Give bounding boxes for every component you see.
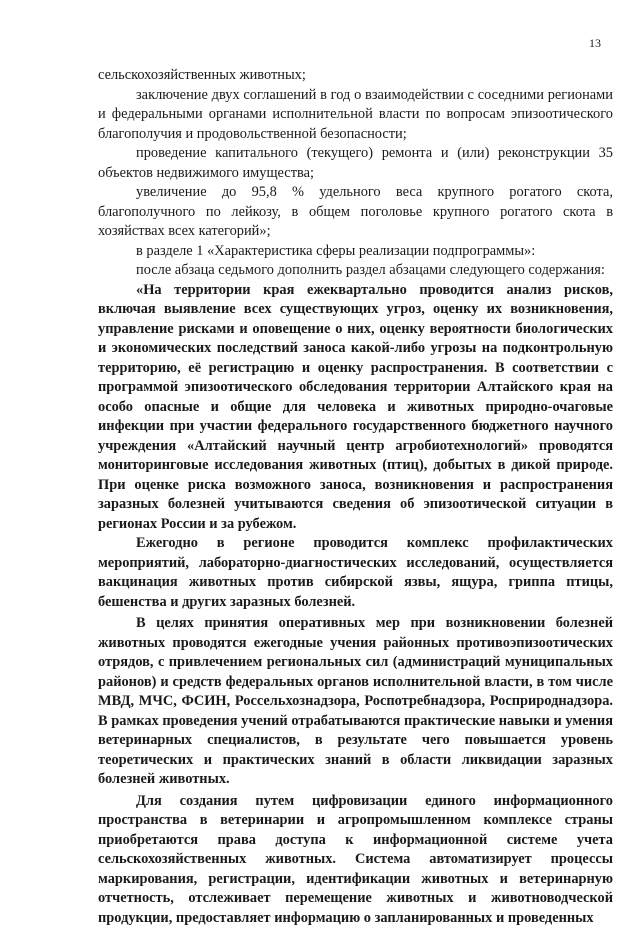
paragraph-7: «На территории края ежеквартально проводится анализ рисков, включая выявление всех существующих угроз, оценку их возникновения, управление рисками и оповещение о них, оценку вероятности биологических и экономических последствий заноса какой-либо угрозы на подконтрольную территорию, её регистрацию и оценку распространения. В соответствии с программой эпизоотического обследования территории Алтайского края на особо опасные и общие для человека и животных природно-очаговые инфекции при участии федерального государственного бюджетного научного учреждения «Алтайский научный центр агробиотехнологий» проводятся мониторинговые исследования животных (птиц), добытых в дикой природе. При оценке риска возможного заноса, возникновения и распространения заразных болезней учитываются сведения об эпизоотической ситуации в регионах России и за рубежом.	[98, 281, 613, 535]
paragraph-6: после абзаца седьмого дополнить раздел абзацами следующего содержания:	[98, 261, 613, 281]
paragraph-10: Для создания путем цифровизации единого информационного пространства в ветеринарии и агропромышленном комплексе страны приобретаются права доступа к информационной системе учета сельскохозяйственных животных. Система автоматизирует процессы маркирования, регистрации, идентификации животных и ветеринарную отчетность, отслеживает перемещение животных и животноводческой продукции, предоставляет информацию о запланированных и проведенных	[98, 792, 613, 928]
paragraph-2: заключение двух соглашений в год о взаимодействии с соседними регионами и федеральными органами исполнительной власти по вопросам эпизоотического благополучия и продовольственной безопасности;	[98, 86, 613, 145]
paragraph-1: сельскохозяйственных животных;	[98, 66, 613, 86]
paragraph-5: в разделе 1 «Характеристика сферы реализации подпрограммы»:	[98, 242, 613, 262]
page-number: 13	[589, 36, 601, 50]
paragraph-4: увеличение до 95,8 % удельного веса крупного рогатого скота, благополучного по лейкозу, в общем поголовье крупного рогатого скота в хозяйствах всех категорий»;	[98, 183, 613, 242]
paragraph-8: Ежегодно в регионе проводится комплекс профилактических мероприятий, лабораторно-диагностических исследований, осуществляется вакцинация животных против сибирской язвы, ящура, гриппа птицы, бешенства и других заразных болезней.	[98, 534, 613, 612]
document-body	[98, 66, 613, 928]
paragraph-3: проведение капитального (текущего) ремонта и (или) реконструкции 35 объектов недвижимого имущества;	[98, 144, 613, 183]
paragraph-9: В целях принятия оперативных мер при возникновении болезней животных проводятся ежегодные учения районных противоэпизоотических отрядов, с привлечением региональных сил (администраций муниципальных районов) и средств федеральных органов исполнительной власти, в том числе МВД, МЧС, ФСИН, Россельхознадзора, Роспотребнадзора, Росприроднадзора. В рамках проведения учений отрабатываются практические навыки и умения ветеринарных специалистов, в результате чего повышается уровень теоретических и практических знаний в области ликвидации заразных болезней животных.	[98, 614, 613, 790]
